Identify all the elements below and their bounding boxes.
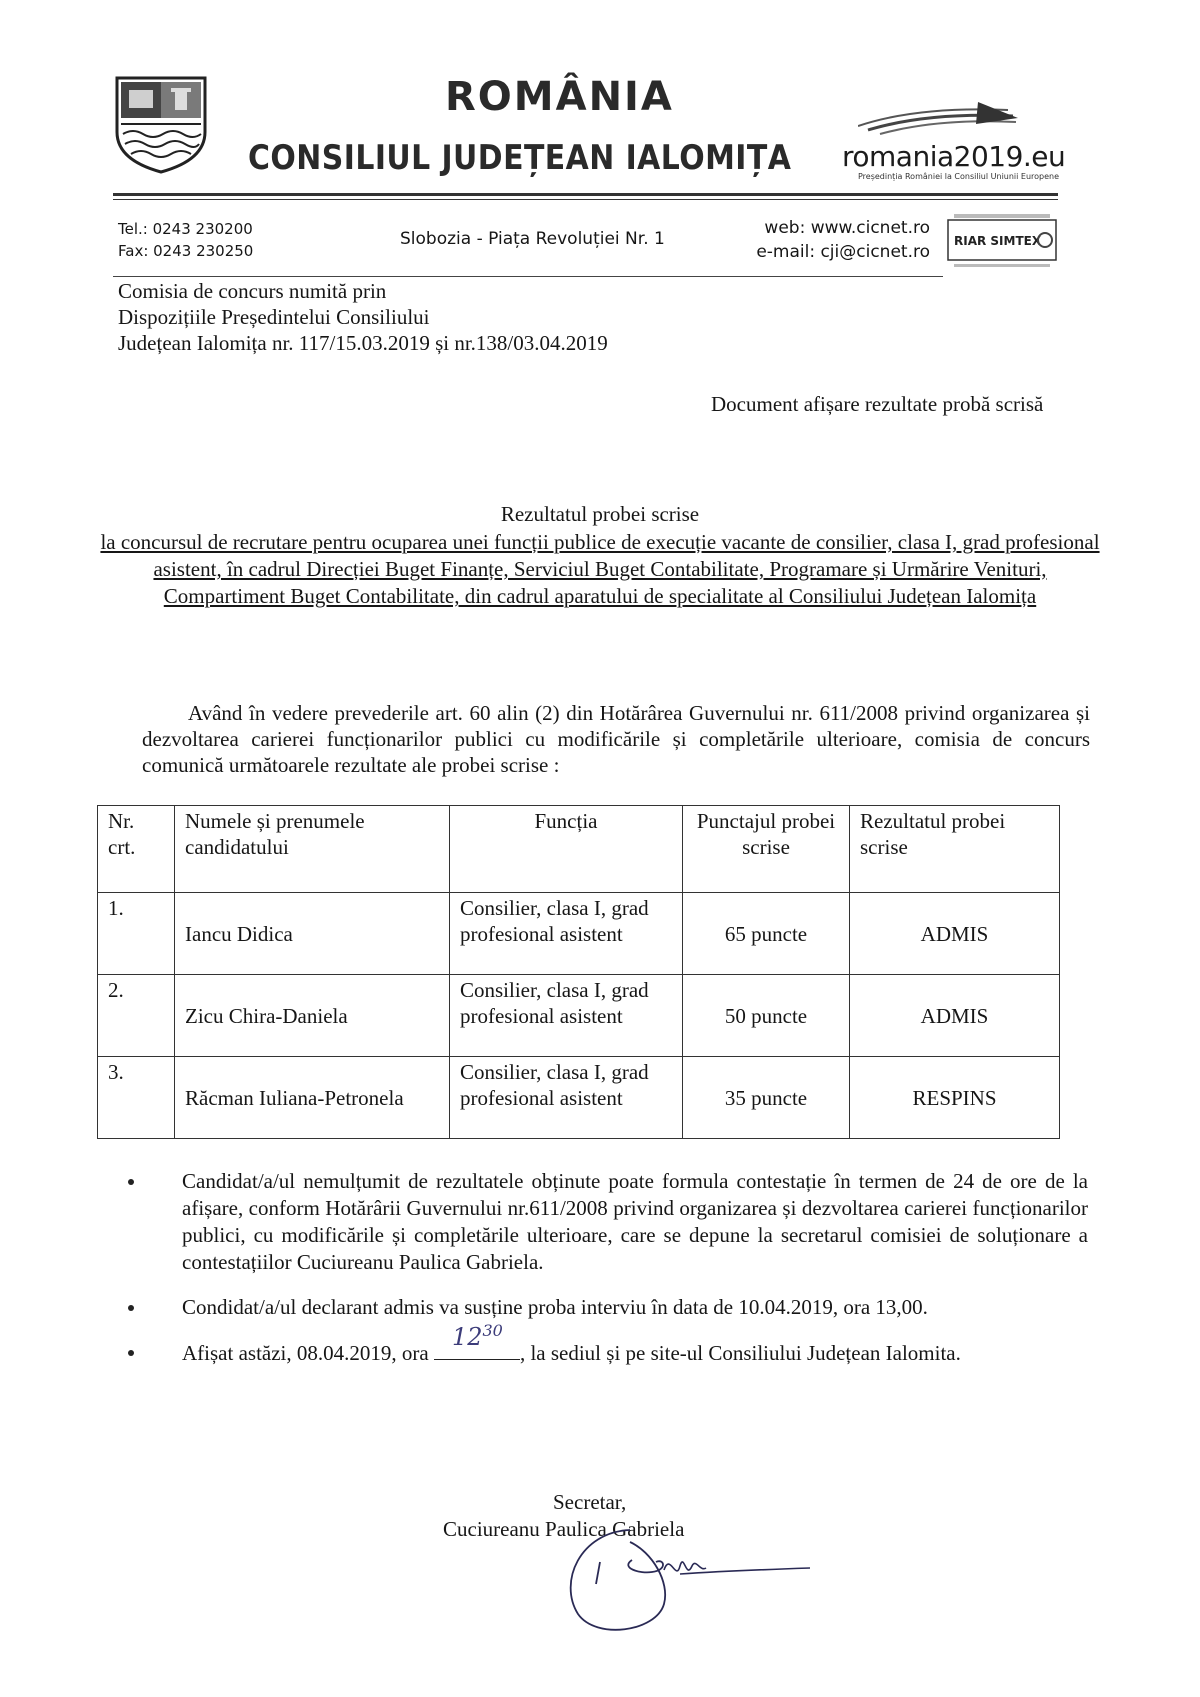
row-score: 65 puncte [683,893,850,975]
commission-block [118,278,608,356]
row-candidate-name: Iancu Didica [175,893,450,975]
row-result: ADMIS [850,975,1060,1057]
header-country: ROMÂNIA [445,74,674,120]
intro-paragraph [142,700,1090,778]
contact-rule [113,276,943,277]
row-nr: 1. [98,893,175,975]
row-candidate-name: Zicu Chira-Daniela [175,975,450,1057]
signature-title: Secretar, [553,1490,627,1514]
table-row [98,893,1060,975]
contact-phone-block [118,218,253,262]
commission-line-1: Comisia de concurs numită prin [118,279,387,303]
col-header-score: Punctajul probei scrise [683,806,850,893]
posted-time-field [434,1321,520,1360]
header-rule-thick [113,193,1058,196]
romania2019-swoosh-logo [858,96,1018,142]
result-title: Rezultatul probei scrise [500,502,700,526]
row-result: RESPINS [850,1057,1060,1139]
col-header-function: Funcția [450,806,683,893]
row-score: 50 puncte [683,975,850,1057]
row-function: Consilier, clasa I, grad profesional asistent [450,893,683,975]
eu-presidency-tagline: Președinția României la Consiliul Uniunii Europene [858,172,1060,181]
row-candidate-name: Răcman Iuliana-Petronela [175,1057,450,1139]
contact-email: e-mail: cji@cicnet.ro [756,242,930,262]
contact-tel: Tel.: 0243 230200 [118,220,253,238]
table-row [98,975,1060,1057]
contest-description: la concursul de recrutare pentru ocuparea unei funcții publice de execuție vacante de consilier, clasa I, grad profesional asistent, în cadrul Direcției Buget Finanțe, Serviciul Buget Contabilitate, Programare și Urmărire Venituri, Compartiment Buget Contabilitate, din cadrul aparatului de specialitate al Consiliului Județean Ialomița [100,530,1100,608]
certification-badge-logo [946,212,1060,276]
signature-name: Cuciureanu Paulica Gabriela [443,1517,685,1541]
header-institution: CONSILIUL JUDEȚEAN IALOMIȚA [248,138,792,178]
notes-list [128,1168,1088,1385]
intro-text: Având în vedere prevederile art. 60 alin (2) din Hotărârea Guvernului nr. 611/2008 privind organizarea și dezvoltarea carierei funcționarilor publici cu modificările și completările ulterioare, comisia de concurs comunică următoarele rezultate ale probei scrise : [142,701,1090,777]
col-header-result: Rezultatul probei scrise [850,806,1060,893]
commission-line-3: Județean Ialomița nr. 117/15.03.2019 și nr.138/03.04.2019 [118,331,608,355]
note-posted [128,1321,1088,1367]
contact-fax: Fax: 0243 230250 [118,242,254,260]
document-label: Document afișare rezultate probă scrisă [711,392,1044,416]
posted-location-text: , la sediul și pe site-ul Consiliului Județean Ialomita. [519,1341,961,1365]
col-header-name: Numele și prenumele candidatului [175,806,450,893]
results-table [97,805,1060,1139]
row-score: 35 puncte [683,1057,850,1139]
note-interview: Condidat/a/ul declarant admis va susține proba interviu în data de 10.04.2019, ora 13,00. [128,1294,1088,1321]
header-rule-thin [113,199,1058,200]
contact-web-block [748,216,930,264]
row-function: Consilier, clasa I, grad profesional asistent [450,975,683,1057]
row-nr: 2. [98,975,175,1057]
row-function: Consilier, clasa I, grad profesional asistent [450,1057,683,1139]
handwritten-time: $12^{30}$ [451,1321,503,1351]
handwritten-signature [560,1522,820,1642]
contact-web: web: www.cicnet.ro [764,218,930,238]
note-appeal: Candidat/a/ul nemulțumit de rezultatele obținute poate formula contestație în termen de 24 de ore de la afișare, conform Hotărârii Guvernului nr.611/2008 privind organizarea și dezvoltarea carierei funcționarilor publici, cu modificările și completările ulterioare, care se depune la secretarul comisiei de soluționare a contestațiilor Cuciureanu Paulica Gabriela. [128,1168,1088,1276]
table-header-row [98,806,1060,893]
cert-label: RIAR SIMTEX [954,234,1042,248]
county-coat-of-arms-logo [113,74,209,174]
posted-date-text: Afișat astăzi, 08.04.2019, ora [182,1341,429,1365]
table-row [98,1057,1060,1139]
col-header-nr: Nr. crt. [98,806,175,893]
contact-address: Slobozia - Piața Revoluției Nr. 1 [400,229,665,249]
eu-presidency-site: romania2019.eu [842,140,1066,173]
commission-line-2: Dispozițiile Președintelui Consiliului [118,305,430,329]
row-result: ADMIS [850,893,1060,975]
row-nr: 3. [98,1057,175,1139]
